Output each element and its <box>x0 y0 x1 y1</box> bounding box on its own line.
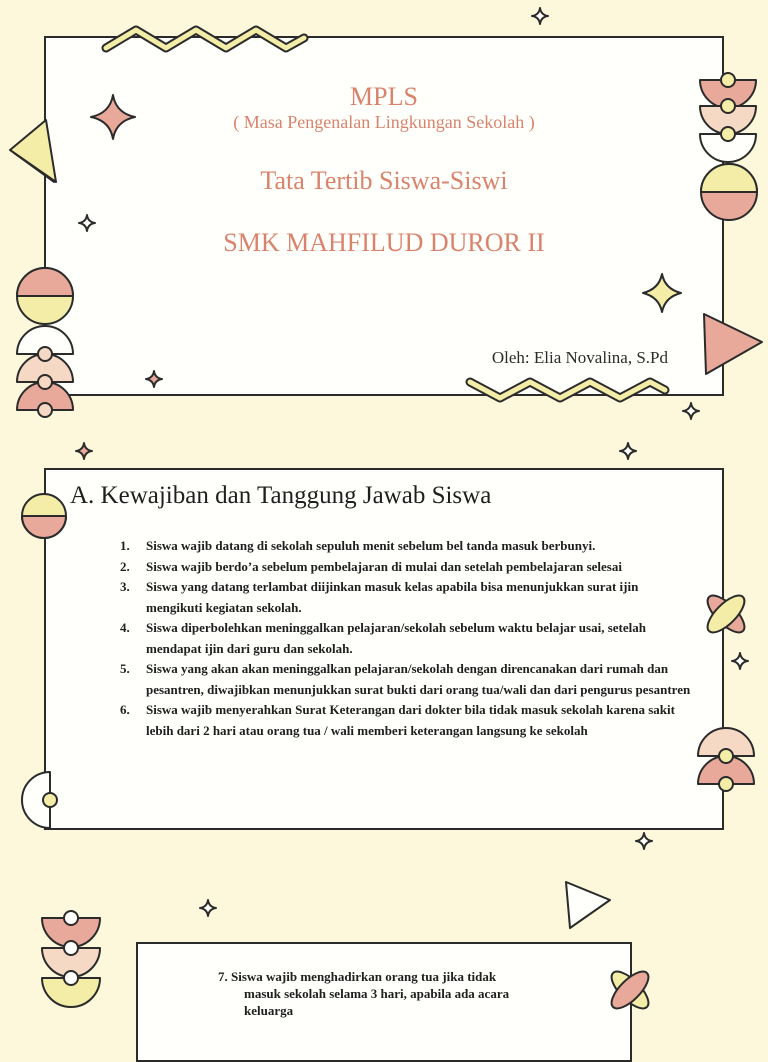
triangle-decoration <box>566 882 610 928</box>
sparkle-icon <box>76 443 92 459</box>
list-number: 4. <box>120 620 130 635</box>
list-number: 2. <box>120 558 130 574</box>
sparkle-icon <box>636 833 652 849</box>
dot-decoration <box>64 911 78 925</box>
list-item <box>120 659 694 700</box>
list-item <box>218 968 558 1019</box>
sparkle-icon <box>532 8 548 24</box>
title-slide <box>44 36 724 396</box>
list-number: 1. <box>120 538 130 553</box>
list-item <box>120 700 694 741</box>
slide-heading: Tata Tertib Siswa-Siswi <box>260 166 508 195</box>
list-text: Siswa wajib datang di sekolah sepuluh menit sebelum bel tanda masuk berbunyi. <box>146 538 596 553</box>
dot-decoration <box>38 403 52 417</box>
list-text-line2: masuk sekolah selama 3 hari, apabila ada acara keluarga <box>244 986 510 1018</box>
list-number: 3. <box>120 579 130 594</box>
half-circle-decoration <box>42 948 100 977</box>
list-number: 6. <box>120 702 130 717</box>
school-name: SMK MAHFILUD DUROR II <box>223 228 545 257</box>
list-text: Siswa yang akan akan meninggalkan pelajaran/sekolah dengan direncanakan dari rumah dan pesantren, diwajibkan menunjukkan surat bukti dari orang tua/wali dan dari pengurus pesantren <box>146 661 691 697</box>
dot-decoration <box>64 941 78 955</box>
slide-title: MPLS <box>350 82 418 111</box>
slide-subtitle: ( Masa Pengenalan Lingkungan Sekolah ) <box>233 112 535 132</box>
list-item <box>120 618 694 659</box>
list-text: Siswa wajib berdo’a sebelum pembelajaran di mulai dan setelah pembelajaran selesai <box>146 558 622 574</box>
rules-list <box>120 536 694 741</box>
list-item <box>120 536 694 557</box>
author-credit: Oleh: Elia Novalina, S.Pd <box>491 348 668 367</box>
list-number: 5. <box>120 661 130 676</box>
half-circle-decoration <box>42 978 100 1007</box>
list-text: Siswa wajib menyerahkan Surat Keterangan dari dokter bila tidak masuk sekolah karena sakit lebih dari 2 hari atau orang tua / wali memberi keterangan langsung ke sekolah <box>146 702 675 738</box>
section-title: A. Kewajiban dan Tanggung Jawab Siswa <box>70 482 492 509</box>
rules-slide-continued <box>136 942 632 1062</box>
list-text: Siswa diperbolehkan meninggalkan pelajaran/sekolah sebelum waktu belajar usai, setelah mendapat ijin dari guru dan sekolah. <box>146 620 646 656</box>
dot-decoration <box>64 971 78 985</box>
half-circle-decoration <box>42 918 100 947</box>
sparkle-icon <box>683 403 699 419</box>
sparkle-icon <box>732 653 748 669</box>
rules-slide <box>44 468 724 830</box>
list-text-line1: 7. Siswa wajib menghadirkan orang tua jika tidak <box>218 969 497 984</box>
sparkle-icon <box>620 443 636 459</box>
list-item <box>120 577 694 618</box>
list-text: Siswa yang datang terlambat diijinkan masuk kelas apabila bisa menunjukkan surat ijin mengikuti kegiatan sekolah. <box>146 579 639 615</box>
list-item <box>120 557 694 578</box>
sparkle-icon <box>200 900 216 916</box>
